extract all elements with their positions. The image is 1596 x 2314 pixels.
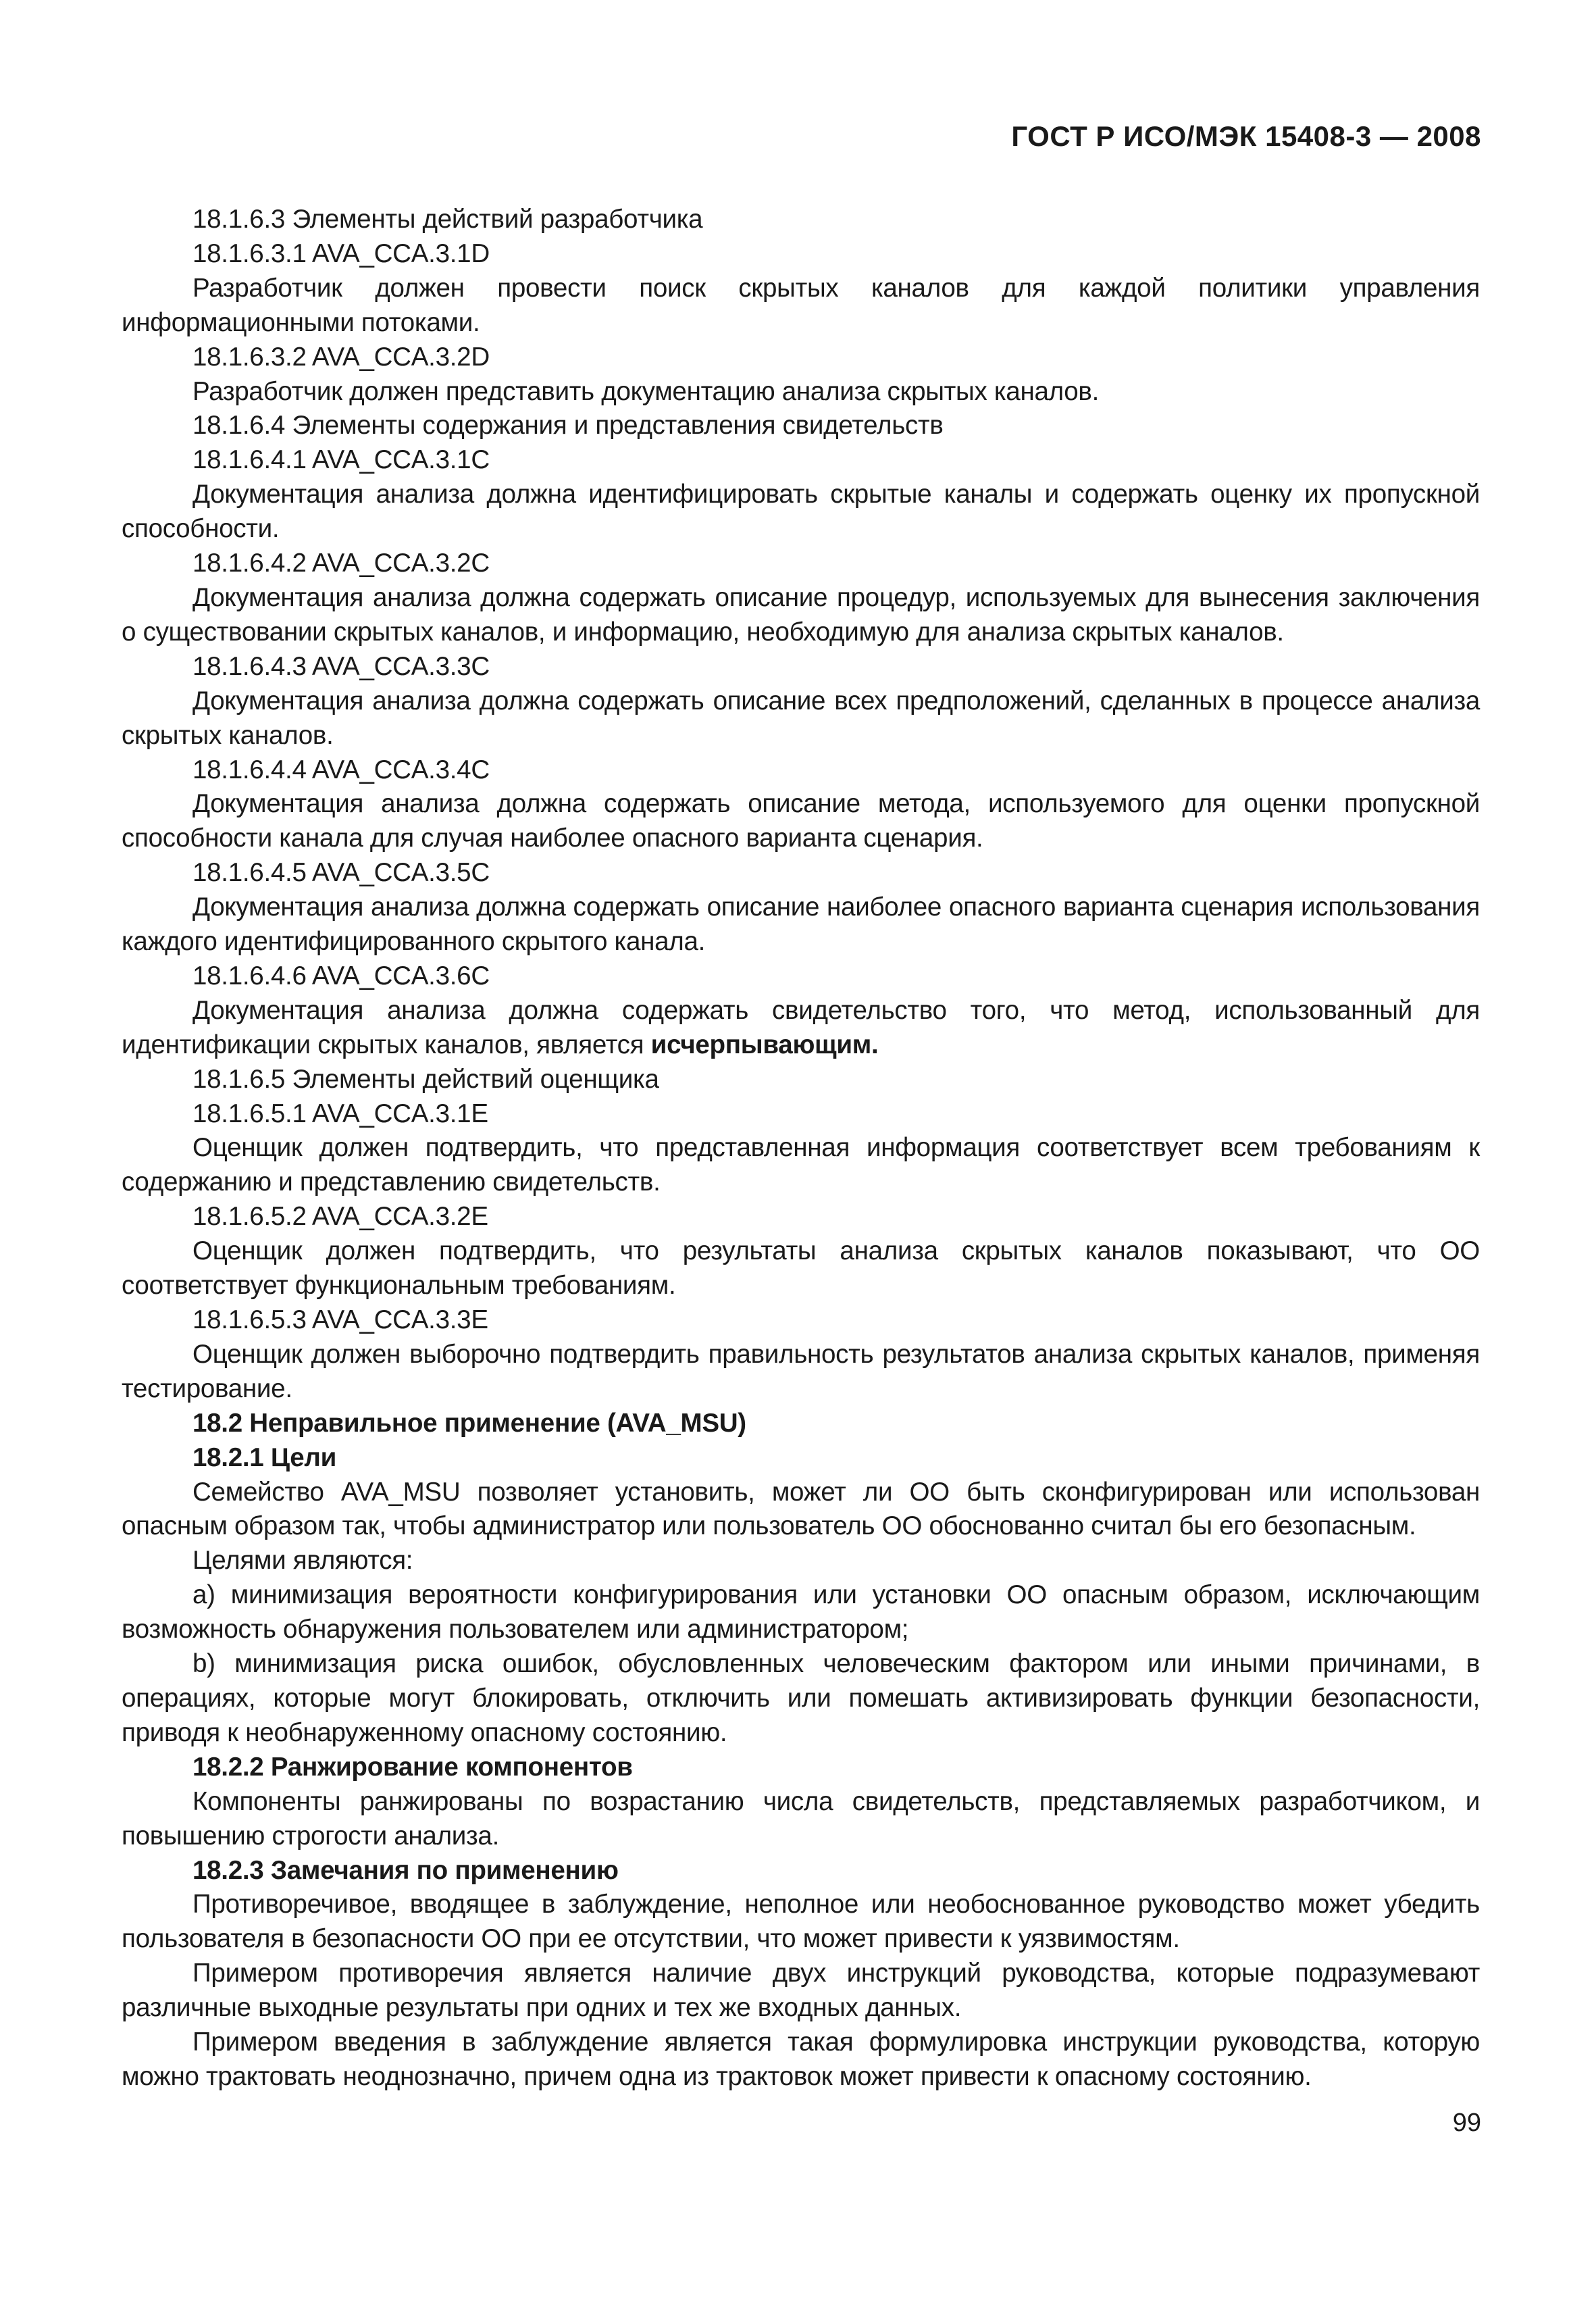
- element-id: 18.1.6.4.5 AVA_CCA.3.5C: [192, 858, 490, 888]
- paragraph: Противоречивое, вводящее в заблуждение, неполное или необоснованное руководство может убедить пользователя в безопасности ОО при ее отсутствии, что может привести к уязвимостям.: [122, 1890, 1480, 1954]
- paragraph-lead: Целями являются:: [192, 1546, 413, 1576]
- subsection-heading: 18.2.1 Цели: [192, 1442, 337, 1472]
- element-text: Разработчик должен провести поиск скрытых каналов для каждой политики управления информационными потоками.: [122, 273, 1480, 337]
- paragraph: Компоненты ранжированы по возрастанию числа свидетельств, представляемых разработчиком, и повышению строгости анализа.: [122, 1786, 1480, 1851]
- element-id: 18.1.6.4.3 AVA_CCA.3.3C: [192, 651, 490, 681]
- list-item: a) минимизация вероятности конфигурирования или установки ОО опасным образом, исключающим возможность обнаружения пользователем или администратором;: [122, 1580, 1480, 1644]
- element-id: 18.1.6.4.1 AVA_CCA.3.1C: [192, 445, 490, 475]
- section-heading: 18.2 Неправильное применение (AVA_MSU): [192, 1408, 746, 1438]
- section-title: 18.1.6.4 Элементы содержания и представления свидетельств: [192, 411, 944, 441]
- element-text: Документация анализа должна содержать описание всех предположений, сделанных в процессе анализа скрытых каналов.: [122, 686, 1480, 750]
- element-id: 18.1.6.5.2 AVA_CCA.3.2E: [192, 1202, 488, 1232]
- list-item: b) минимизация риска ошибок, обусловленных человеческим фактором или иными причинами, в операциях, которые могут блокировать, отключить или помешать активизировать функции безопасности, приводя к необнаруженному опасному состоянию.: [122, 1649, 1480, 1747]
- subsection-heading: 18.2.3 Замечания по применению: [192, 1855, 619, 1885]
- element-text-main: Документация анализа должна содержать свидетельство того, что метод, использованный для идентификации скрытых каналов, является: [122, 995, 1480, 1059]
- page-number: 99: [1452, 2109, 1481, 2137]
- element-text: Оценщик должен выборочно подтвердить правильность результатов анализа скрытых каналов, применяя тестирование.: [122, 1339, 1480, 1403]
- section-title: 18.1.6.5 Элементы действий оценщика: [192, 1064, 659, 1094]
- document-header: ГОСТ Р ИСО/МЭК 15408-3 — 2008: [1011, 120, 1481, 152]
- section-title: 18.1.6.3 Элементы действий разработчика: [192, 205, 703, 234]
- element-id: 18.1.6.4.2 AVA_CCA.3.2C: [192, 549, 490, 578]
- element-text-with-emphasis: [122, 994, 1480, 1063]
- element-text: Документация анализа должна содержать описание метода, используемого для оценки пропускной способности канала для случая наиболее опасного варианта сценария.: [122, 789, 1480, 853]
- element-id: 18.1.6.3.2 AVA_CCA.3.2D: [192, 342, 490, 372]
- paragraph: Примером введения в заблуждение является такая формулировка инструкции руководства, которую можно трактовать неоднозначно, причем одна из трактовок может привести к опасному состоянию.: [122, 2028, 1480, 2091]
- element-id: 18.1.6.4.6 AVA_CCA.3.6C: [192, 961, 490, 990]
- element-id: 18.1.6.3.1 AVA_CCA.3.1D: [192, 238, 490, 268]
- element-text: Документация анализа должна идентифицировать скрытые каналы и содержать оценку их пропускной способности.: [122, 480, 1480, 544]
- subsection-heading: 18.2.2 Ранжирование компонентов: [192, 1752, 633, 1782]
- element-text: Оценщик должен подтвердить, что результаты анализа скрытых каналов показывают, что ОО соответствует функциональным требованиям.: [122, 1236, 1480, 1301]
- element-text: Разработчик должен представить документацию анализа скрытых каналов.: [192, 376, 1100, 406]
- paragraph: Семейство AVA_MSU позволяет установить, может ли ОО быть сконфигурирован или использован опасным образом так, чтобы администратор или пользователь ОО обоснованно считал бы его безопасным.: [122, 1477, 1480, 1541]
- page-body: [122, 203, 1480, 2094]
- paragraph: Примером противоречия является наличие двух инструкций руководства, которые подразумевают различные выходные результаты при одних и тех же входных данных.: [122, 1959, 1480, 2023]
- element-id: 18.1.6.5.1 AVA_CCA.3.1E: [192, 1099, 488, 1128]
- element-text: Оценщик должен подтвердить, что представленная информация соответствует всем требованиям к содержанию и представлению свидетельств.: [122, 1133, 1480, 1197]
- emphasis-word: исчерпывающим.: [650, 1030, 879, 1059]
- element-text: Документация анализа должна содержать описание наиболее опасного варианта сценария использования каждого идентифицированного скрытого канала.: [122, 892, 1480, 957]
- element-id: 18.1.6.4.4 AVA_CCA.3.4C: [192, 755, 490, 784]
- element-text: Документация анализа должна содержать описание процедур, используемых для вынесения заключения о существовании скрытых каналов, и информацию, необходимую для анализа скрытых каналов.: [122, 582, 1480, 647]
- element-id: 18.1.6.5.3 AVA_CCA.3.3E: [192, 1305, 488, 1334]
